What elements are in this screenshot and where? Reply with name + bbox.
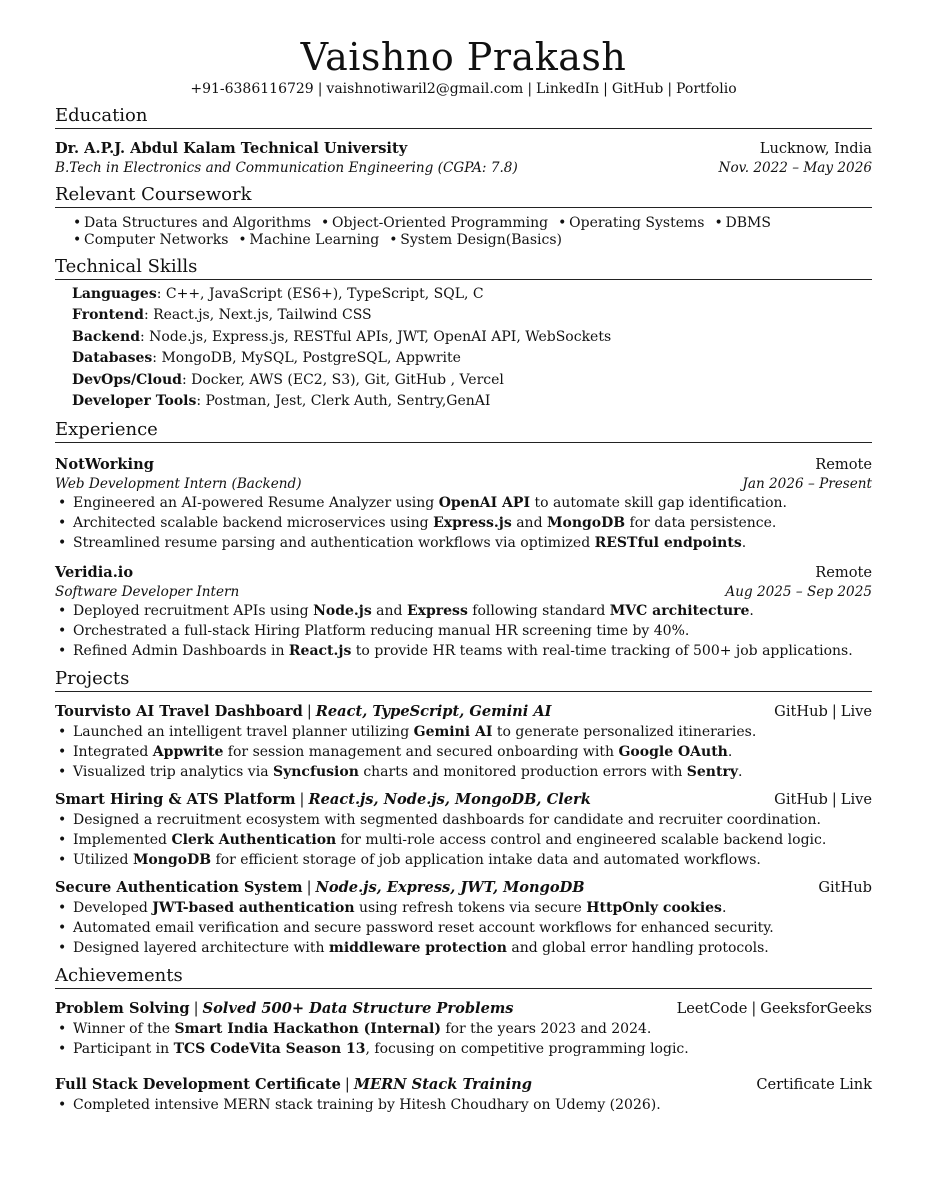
text-run: Automated email verification and secure password reset account workflows for enhanced security.	[73, 920, 774, 937]
achievement-subtitle: Solved 500+ Data Structure Problems	[202, 1000, 514, 1018]
email-link[interactable]: vaishnotiwaril2@gmail.com	[326, 81, 524, 97]
job-role: Web Development Intern (Backend)	[55, 476, 302, 493]
text-run: Completed intensive MERN stack training by Hitesh Choudhary on Udemy (2026).	[73, 1097, 661, 1114]
bullet-item	[73, 493, 872, 513]
separator: |	[751, 1000, 757, 1018]
project-header	[55, 790, 872, 810]
text-run: to provide HR teams with real-time tracking of 500+ job applications.	[351, 643, 853, 660]
text-run: Deployed recruitment APIs using	[73, 603, 314, 620]
separator: |	[831, 791, 837, 809]
project-title-line	[55, 790, 591, 810]
project-title: Smart Hiring & ATS Platform	[55, 791, 296, 809]
bullet-item	[73, 810, 872, 830]
project-link-live[interactable]: Live	[840, 703, 872, 721]
text-run: to generate personalized itineraries.	[492, 724, 757, 741]
text-run: Winner of the	[73, 1021, 175, 1038]
skill-row	[72, 284, 872, 305]
contact-line: +91-6386116729 | vaishnotiwaril2@gmail.com | LinkedIn | GitHub | Portfolio	[190, 81, 737, 97]
course-item: • System Design(Basics)	[389, 232, 562, 248]
achievement-title: Full Stack Development Certificate	[55, 1076, 341, 1094]
skill-row	[72, 391, 872, 412]
project-title-line	[55, 702, 552, 722]
skill-row	[72, 305, 872, 326]
experience-header	[55, 455, 872, 475]
text-run: Participant in	[73, 1041, 174, 1058]
project-header	[55, 878, 872, 898]
achievement-entry	[55, 999, 872, 1059]
course-item: • Machine Learning	[238, 232, 379, 248]
course-item: • Object-Oriented Programming	[321, 215, 548, 231]
experience-entry	[55, 563, 872, 661]
course-item: • Operating Systems	[558, 215, 704, 231]
separator: |	[306, 703, 312, 721]
bold-text: Clerk Authentication	[171, 832, 337, 849]
github-link[interactable]: GitHub	[611, 81, 664, 97]
job-role: Software Developer Intern	[55, 584, 240, 601]
achievements-list	[55, 999, 872, 1115]
achievement-title-line	[55, 999, 514, 1019]
separator: |	[299, 791, 305, 809]
skill-value: : React.js, Next.js, Tailwind CSS	[143, 307, 372, 324]
text-run: , focusing on competitive programming logic.	[365, 1041, 689, 1058]
education-entry	[55, 139, 872, 177]
achievement-header	[55, 1075, 872, 1095]
bullet-item	[73, 1039, 872, 1059]
project-link-github[interactable]: GitHub	[774, 791, 828, 809]
course-item: • Data Structures and Algorithms	[73, 215, 311, 231]
bullet-item	[73, 850, 872, 870]
experience-header	[55, 563, 872, 583]
achievement-subtitle: MERN Stack Training	[353, 1076, 532, 1094]
school-name: Dr. A.P.J. Abdul Kalam Technical University	[55, 140, 408, 157]
bold-text: OpenAI API	[438, 495, 530, 512]
skill-label: Developer Tools	[72, 393, 197, 410]
bold-text: Syncfusion	[273, 764, 359, 781]
project-tech: Node.js, Express, JWT, MongoDB	[315, 879, 585, 897]
skill-value: : MongoDB, MySQL, PostgreSQL, Appwrite	[152, 350, 461, 367]
experience-entry	[55, 455, 872, 553]
text-run: to automate skill gap identification.	[530, 495, 787, 512]
experience-subheader	[55, 583, 872, 601]
text-run: charts and monitored production errors with	[358, 764, 687, 781]
section-title-education: Education	[55, 105, 872, 129]
job-dates: Aug 2025 – Sep 2025	[725, 584, 872, 601]
skill-value: : Node.js, Express.js, RESTful APIs, JWT, OpenAI API, WebSockets	[140, 328, 612, 345]
text-run: for the years 2023 and 2024.	[440, 1021, 652, 1038]
bullet-item	[73, 938, 872, 958]
text-run: Designed layered architecture with	[73, 940, 330, 957]
school-location: Lucknow, India	[759, 140, 872, 157]
text-run: for session management and secured onboarding with	[223, 744, 619, 761]
text-run: .	[721, 900, 727, 917]
section-title-skills: Technical Skills	[55, 256, 872, 280]
education-dates: Nov. 2022 – May 2026	[718, 160, 872, 176]
text-run: Refined Admin Dashboards in	[73, 643, 289, 660]
achievement-title: Problem Solving	[55, 1000, 190, 1018]
bullet-item	[73, 742, 872, 762]
achievement-links	[677, 999, 872, 1019]
skill-row	[72, 327, 872, 348]
skill-value: : Postman, Jest, Clerk Auth, Sentry,GenAI	[196, 393, 491, 410]
bullet-item	[73, 641, 872, 661]
achievement-entry	[55, 1075, 872, 1115]
project-header	[55, 702, 872, 722]
bullet-item	[73, 513, 872, 533]
bold-text: Gemini AI	[413, 724, 493, 741]
section-title-projects: Projects	[55, 668, 872, 692]
separator: |	[306, 879, 312, 897]
achievement-header	[55, 999, 872, 1019]
section-title-achievements: Achievements	[55, 965, 872, 989]
bold-text: Google OAuth	[618, 744, 728, 761]
project-links	[774, 790, 872, 810]
bullet-item	[73, 898, 872, 918]
bold-text: MVC architecture	[609, 603, 750, 620]
skill-label: Backend	[72, 328, 141, 345]
achievement-link-geeksforgeeks[interactable]: GeeksforGeeks	[760, 1000, 872, 1018]
project-tech: React.js, Node.js, MongoDB, Clerk	[308, 791, 591, 809]
skill-label: DevOps/Cloud	[72, 371, 182, 388]
bold-text: MongoDB	[546, 515, 626, 532]
text-run: and global error handling protocols.	[506, 940, 769, 957]
bold-text: Express.js	[433, 515, 512, 532]
bullet-list	[55, 601, 872, 661]
text-run: Architected scalable backend microservices using	[73, 515, 434, 532]
portfolio-link[interactable]: Portfolio	[676, 81, 737, 97]
section-title-experience: Experience	[55, 419, 872, 443]
skill-label: Databases	[72, 350, 153, 367]
bullet-item	[73, 722, 872, 742]
achievement-links	[756, 1075, 872, 1095]
course-item: • Computer Networks	[73, 232, 228, 248]
project-link-live[interactable]: Live	[840, 791, 872, 809]
text-run: Integrated	[73, 744, 153, 761]
bullet-list	[55, 810, 872, 870]
text-run: for efficient storage of job application intake data and automated workflows.	[211, 852, 761, 869]
text-run: for multi-role access control and engineered scalable backend logic.	[336, 832, 827, 849]
skill-label: Languages	[72, 286, 157, 302]
skills-list	[55, 284, 872, 412]
course-item: • DBMS	[715, 215, 771, 231]
job-location: Remote	[815, 564, 872, 582]
bold-text: Appwrite	[152, 744, 224, 761]
project-title: Tourvisto AI Travel Dashboard	[55, 703, 303, 721]
project-title-line	[55, 878, 585, 898]
text-run: Streamlined resume parsing and authentication workflows via optimized	[73, 535, 595, 552]
job-location: Remote	[815, 456, 872, 474]
skill-value: : Docker, AWS (EC2, S3), Git, GitHub , Vercel	[181, 371, 504, 388]
text-run: .	[749, 603, 754, 620]
bold-text: HttpOnly cookies	[586, 900, 722, 917]
project-entry	[55, 878, 872, 958]
text-run: Visualized trip analytics via	[73, 764, 273, 781]
degree: B.Tech in Electronics and Communication Engineering (CGPA: 7.8)	[55, 160, 518, 176]
bullet-list	[55, 898, 872, 958]
bullet-item	[73, 762, 872, 782]
separator: |	[344, 1076, 350, 1094]
project-entry	[55, 702, 872, 782]
achievement-title-line	[55, 1075, 532, 1095]
text-run: Orchestrated a full-stack Hiring Platform reducing manual HR screening time by 40%.	[73, 623, 690, 640]
bold-text: TCS CodeVita Season 13	[173, 1041, 366, 1058]
separator: |	[831, 703, 837, 721]
text-run: Designed a recruitment ecosystem with segmented dashboards for candidate and recruiter coordination.	[73, 812, 821, 829]
company-name: NotWorking	[55, 456, 154, 474]
project-link-github[interactable]: GitHub	[774, 703, 828, 721]
skill-value: : C++, JavaScript (ES6+), TypeScript, SQL, C	[156, 286, 484, 302]
job-dates: Jan 2026 – Present	[742, 476, 872, 493]
text-run: Implemented	[73, 832, 172, 849]
experience-subheader	[55, 475, 872, 493]
bold-text: RESTful endpoints	[594, 535, 742, 552]
resume-page	[55, 36, 872, 1115]
skill-row	[72, 348, 872, 369]
project-links	[774, 702, 872, 722]
bullet-item	[73, 918, 872, 938]
achievement-link-certificate-link[interactable]: Certificate Link	[756, 1076, 872, 1094]
experience-list	[55, 455, 872, 661]
text-run: following standard	[467, 603, 610, 620]
bullet-item	[73, 830, 872, 850]
company-name: Veridia.io	[55, 564, 134, 582]
coursework-list	[55, 215, 872, 249]
bold-text: middleware protection	[329, 940, 507, 957]
bullet-list	[55, 722, 872, 782]
projects-list	[55, 702, 872, 958]
bullet-item	[73, 1095, 872, 1115]
section-title-coursework: Relevant Coursework	[55, 184, 872, 208]
bold-text: JWT-based authentication	[152, 900, 355, 917]
bold-text: React.js	[288, 643, 352, 660]
bold-text: MongoDB	[132, 852, 212, 869]
phone-number: +91-6386116729	[190, 81, 314, 97]
text-run: and	[511, 515, 547, 532]
bullet-item	[73, 1019, 872, 1039]
bold-text: Sentry	[686, 764, 738, 781]
achievement-link-leetcode[interactable]: LeetCode	[676, 1000, 748, 1018]
text-run: Engineered an AI-powered Resume Analyzer using	[73, 495, 439, 512]
bold-text: Node.js	[313, 603, 372, 620]
text-run: and	[371, 603, 407, 620]
text-run: for data persistence.	[625, 515, 777, 532]
project-link-github[interactable]: GitHub	[818, 879, 872, 897]
bullet-list	[55, 1095, 872, 1115]
text-run: Utilized	[73, 852, 133, 869]
bullet-list	[55, 1019, 872, 1059]
project-title: Secure Authentication System	[55, 879, 303, 897]
bullet-item	[73, 621, 872, 641]
bold-text: Smart India Hackathon (Internal)	[174, 1021, 441, 1038]
bullet-item	[73, 533, 872, 553]
text-run: Launched an intelligent travel planner utilizing	[73, 724, 414, 741]
project-links	[818, 878, 872, 898]
separator: |	[193, 1000, 199, 1018]
bullet-item	[73, 601, 872, 621]
text-run: .	[727, 744, 733, 761]
text-run: Developed	[73, 900, 153, 917]
skill-label: Frontend	[72, 307, 144, 324]
bold-text: Express	[406, 603, 468, 620]
bullet-list	[55, 493, 872, 553]
text-run: using refresh tokens via secure	[354, 900, 587, 917]
linkedin-link[interactable]: LinkedIn	[536, 81, 600, 97]
text-run: .	[741, 535, 747, 552]
project-tech: React, TypeScript, Gemini AI	[315, 703, 552, 721]
skill-row	[72, 370, 872, 391]
project-entry	[55, 790, 872, 870]
text-run: .	[737, 764, 743, 781]
candidate-name: Vaishno Prakash	[300, 35, 627, 79]
